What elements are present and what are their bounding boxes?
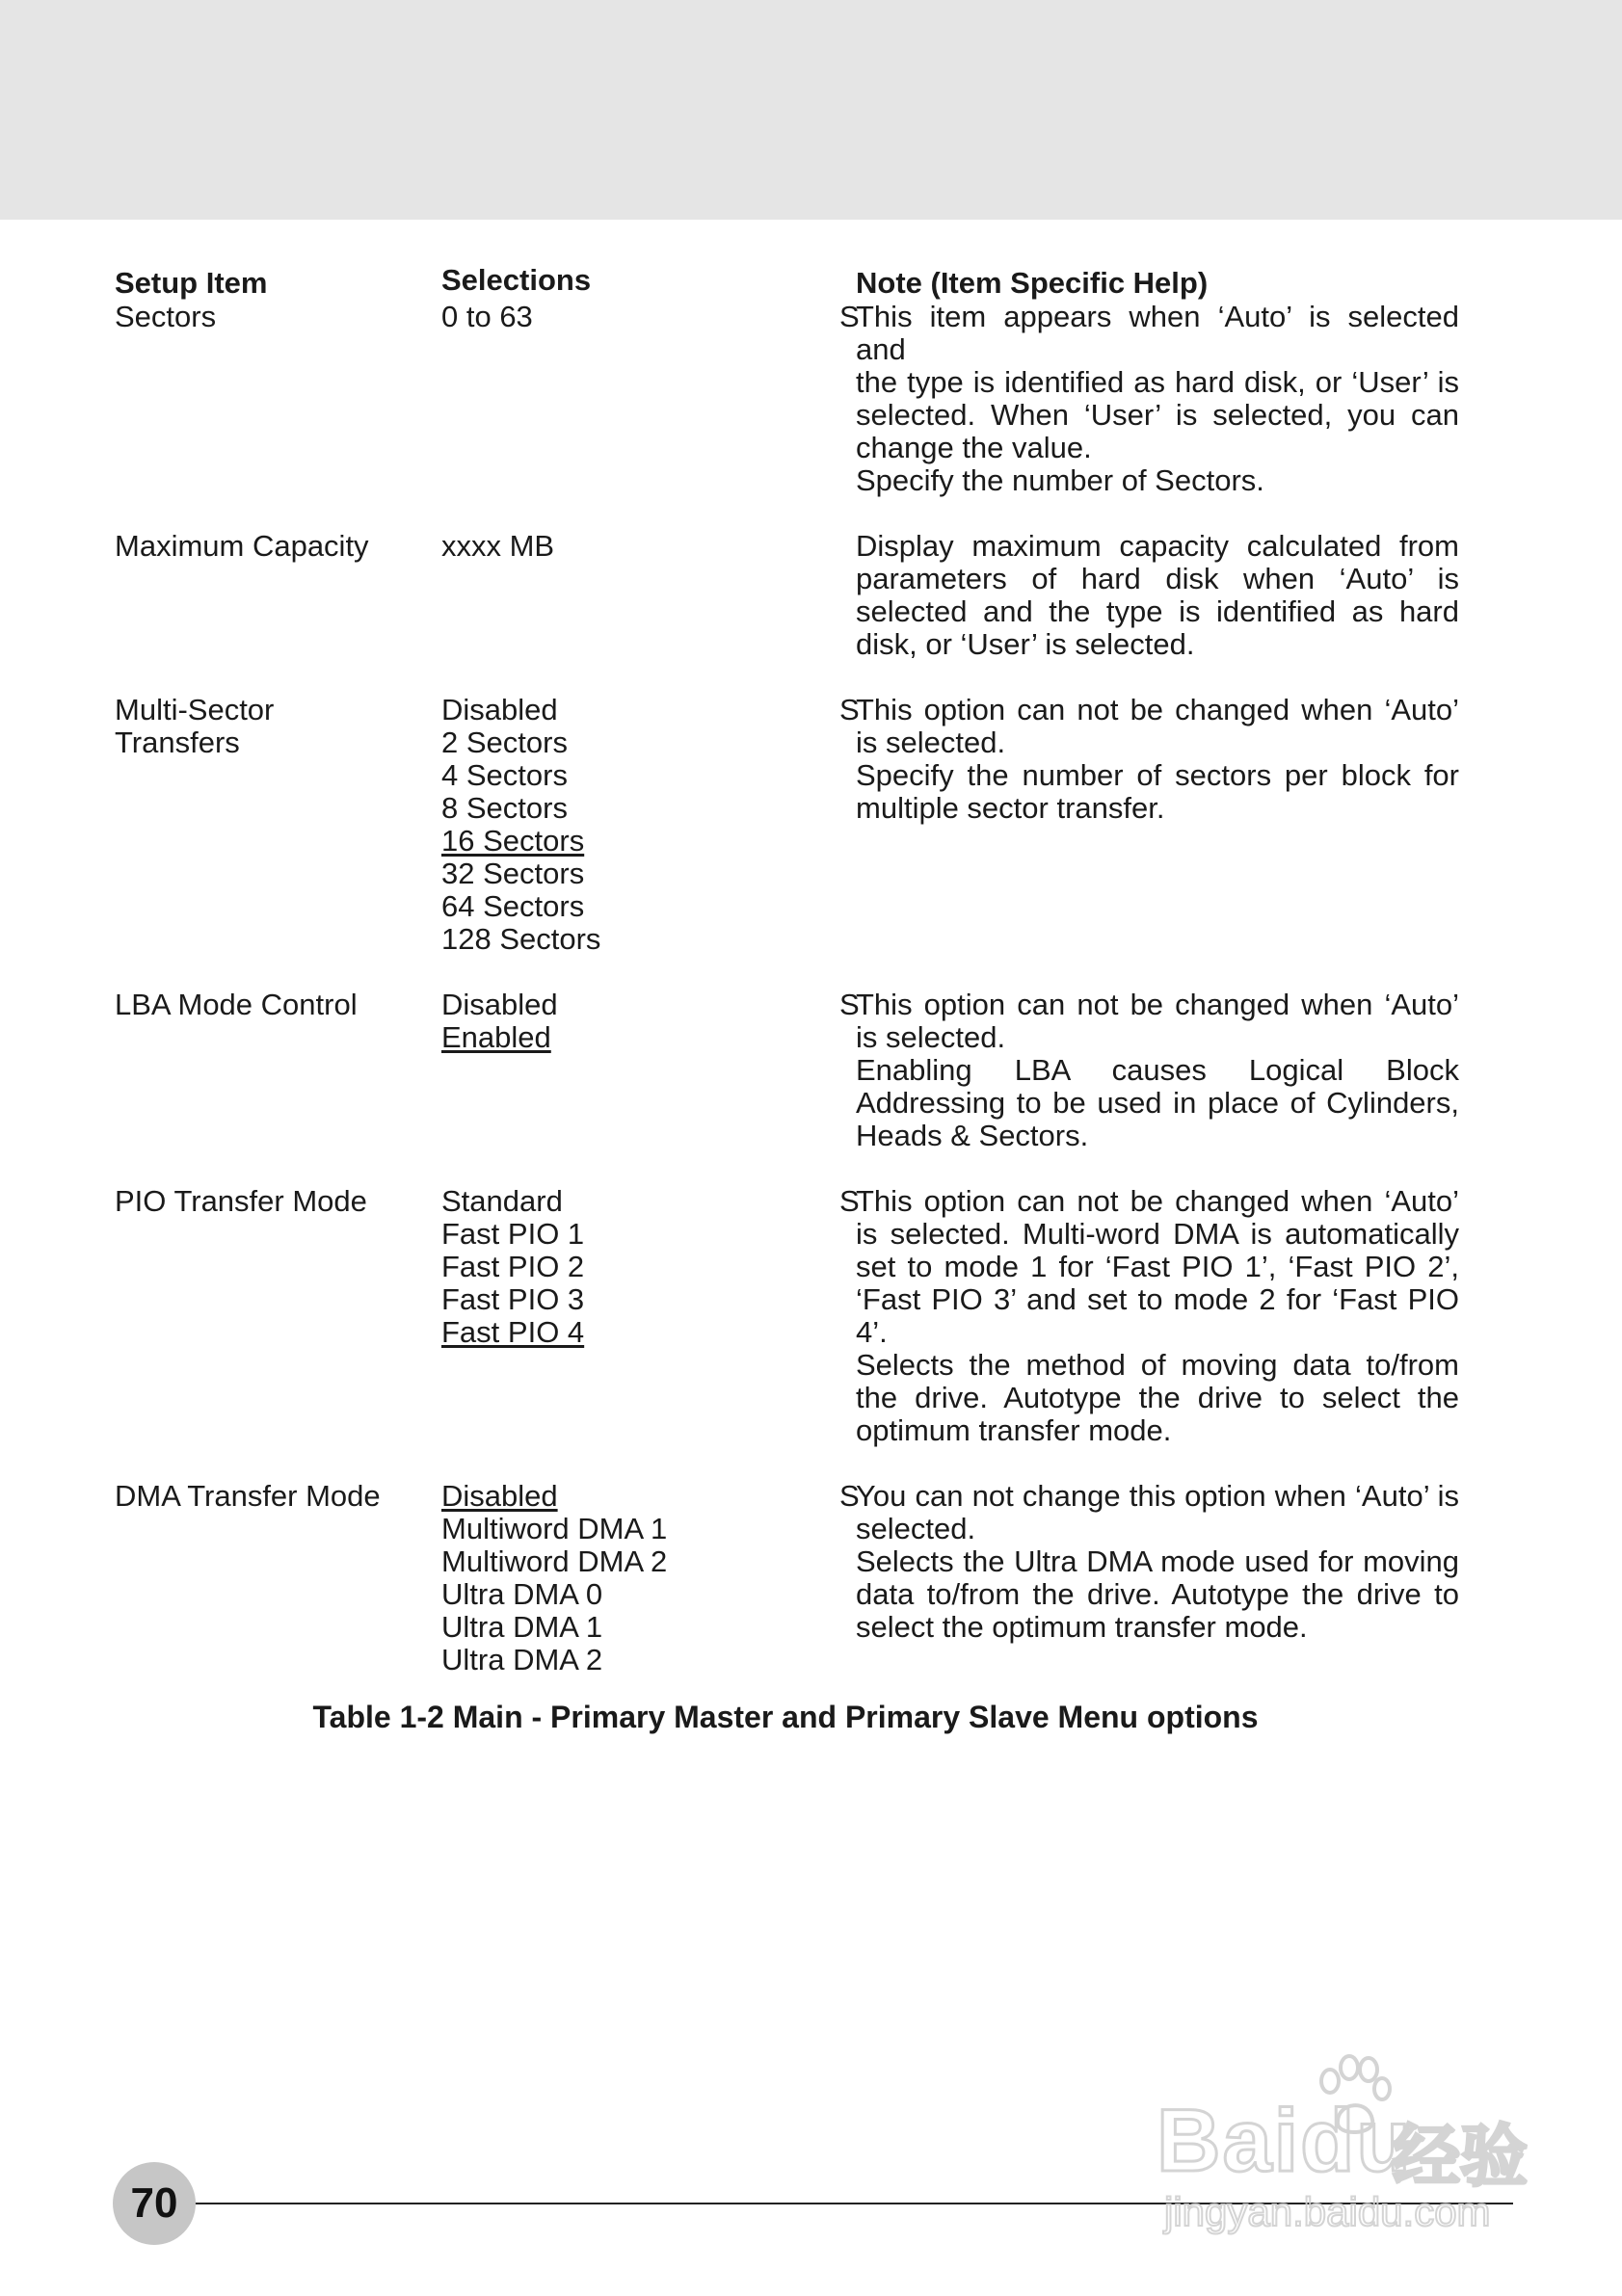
- flag-cell: S: [839, 988, 860, 1021]
- flag-cell: S: [839, 1184, 860, 1218]
- note-line: selected.: [856, 1512, 976, 1545]
- setup-item-label: Transfers: [115, 726, 240, 759]
- selections-cell: [441, 694, 789, 956]
- setup-item-label: Maximum Capacity: [115, 529, 369, 563]
- note-line: Display maximum capacity calculated from: [856, 529, 1459, 563]
- table-row: [115, 1185, 1459, 1447]
- note-line: This option can not be changed when ‘Auto’: [856, 988, 1459, 1021]
- note-line: the type is identified as hard disk, or ‘User’ is: [856, 365, 1459, 399]
- selection-option: Ultra DMA 1: [441, 1610, 603, 1644]
- note-line: is selected.: [856, 1020, 1006, 1054]
- setup-item-label: LBA Mode Control: [115, 988, 358, 1021]
- note-cell: [856, 1185, 1459, 1447]
- page-number: 70: [130, 2179, 178, 2227]
- note-line: Specify the number of Sectors.: [856, 463, 1264, 497]
- note-line: This option can not be changed when ‘Auto’: [856, 693, 1459, 726]
- note-line: Selects the method of moving data to/from: [856, 1348, 1459, 1382]
- table-caption: Table 1-2 Main - Primary Master and Primary Slave Menu options: [312, 1700, 1259, 1734]
- selection-option: Multiword DMA 2: [441, 1544, 668, 1578]
- note-cell: [856, 301, 1459, 497]
- note-line: This option can not be changed when ‘Auto’: [856, 1184, 1459, 1218]
- header-selections: Selections: [441, 263, 592, 297]
- note-line: the drive. Autotype the drive to select the: [856, 1381, 1459, 1414]
- selection-option: Multiword DMA 1: [441, 1512, 668, 1545]
- baidu-jingyan-watermark: [1147, 2052, 1532, 2245]
- note-line: disk, or ‘User’ is selected.: [856, 627, 1195, 661]
- note-line: 4’.: [856, 1315, 888, 1349]
- setup-item-cell: [115, 694, 441, 956]
- selection-option: Fast PIO 1: [441, 1217, 585, 1251]
- setup-item-cell: [115, 1480, 441, 1676]
- note-line: is selected. Multi-word DMA is automatically: [856, 1217, 1459, 1251]
- selections-cell: [441, 530, 789, 661]
- note-cell: [856, 530, 1459, 661]
- selection-option: 8 Sectors: [441, 791, 568, 825]
- menu-options-table: [115, 263, 1459, 1709]
- note-line: parameters of hard disk when ‘Auto’ is: [856, 562, 1459, 595]
- table-row: [115, 694, 1459, 956]
- note-line: You can not change this option when ‘Auto’ is: [856, 1479, 1459, 1513]
- table-row: [115, 989, 1459, 1152]
- page-number-badge: [113, 2162, 196, 2245]
- table-row: [115, 301, 1459, 497]
- selection-option-default: Fast PIO 4: [441, 1315, 585, 1349]
- note-cell: [856, 1480, 1459, 1676]
- note-line: Addressing to be used in place of Cylinders,: [856, 1086, 1459, 1120]
- header-flag: [789, 266, 856, 301]
- selection-option: Standard: [441, 1184, 563, 1218]
- header-setup-item: Setup Item: [115, 266, 268, 300]
- selection-option: 4 Sectors: [441, 758, 568, 792]
- flag-cell: S: [839, 693, 860, 726]
- flag-cell: S: [839, 1479, 860, 1513]
- selection-option-default: Disabled: [441, 1479, 558, 1513]
- table-row: [115, 1480, 1459, 1676]
- selection-option-default: Enabled: [441, 1020, 551, 1054]
- setup-item-label: PIO Transfer Mode: [115, 1184, 367, 1218]
- note-line: data to/from the drive. Autotype the drive to: [856, 1577, 1459, 1611]
- selection-option: Fast PIO 3: [441, 1282, 585, 1316]
- selections-cell: [441, 301, 789, 497]
- setup-item-cell: [115, 530, 441, 661]
- selections-cell: [441, 1185, 789, 1447]
- selection-option-default: 16 Sectors: [441, 824, 585, 858]
- selection-option: 128 Sectors: [441, 922, 601, 956]
- note-line: selected and the type is identified as hard: [856, 594, 1459, 628]
- setup-item-cell: [115, 989, 441, 1152]
- selection-option: Disabled: [441, 693, 558, 726]
- selection-option: Ultra DMA 2: [441, 1643, 603, 1676]
- note-line: selected. When ‘User’ is selected, you can: [856, 398, 1459, 432]
- note-line: Enabling LBA causes Logical Block: [856, 1053, 1459, 1087]
- selection-option: Ultra DMA 0: [441, 1577, 603, 1611]
- note-line: optimum transfer mode.: [856, 1413, 1172, 1447]
- setup-item-cell: [115, 1185, 441, 1447]
- selections-cell: [441, 1480, 789, 1676]
- note-cell: [856, 694, 1459, 956]
- note-line: is selected.: [856, 726, 1006, 759]
- page-header-band: [0, 0, 1622, 220]
- setup-item-cell: [115, 301, 441, 497]
- selection-option: 64 Sectors: [441, 889, 585, 923]
- selection-option: xxxx MB: [441, 529, 555, 563]
- watermark-brand: Baidu: [1157, 2092, 1413, 2190]
- table-header-row: [115, 263, 1459, 301]
- selection-option: 2 Sectors: [441, 726, 568, 759]
- note-line: Selects the Ultra DMA mode used for moving: [856, 1544, 1459, 1578]
- watermark-cn: 经验: [1393, 2119, 1528, 2194]
- header-note: Note (Item Specific Help): [856, 266, 1209, 300]
- flag-cell: S: [839, 300, 860, 333]
- note-cell: [856, 989, 1459, 1152]
- note-line: multiple sector transfer.: [856, 791, 1165, 825]
- note-line: This item appears when ‘Auto’ is selected and: [856, 300, 1459, 366]
- setup-item-label: Multi-Sector: [115, 693, 275, 726]
- table-row: [115, 530, 1459, 661]
- note-line: select the optimum transfer mode.: [856, 1610, 1308, 1644]
- setup-item-label: DMA Transfer Mode: [115, 1479, 381, 1513]
- flag-cell: [789, 530, 856, 661]
- selection-option: Disabled: [441, 988, 558, 1021]
- setup-item-label: Sectors: [115, 300, 217, 333]
- note-line: Specify the number of sectors per block for: [856, 758, 1459, 792]
- selection-option: 0 to 63: [441, 300, 533, 333]
- selection-option: 32 Sectors: [441, 857, 585, 890]
- table-body: [115, 301, 1459, 1676]
- note-line: set to mode 1 for ‘Fast PIO 1’, ‘Fast PIO 2’,: [856, 1250, 1459, 1283]
- note-line: ‘Fast PIO 3’ and set to mode 2 for ‘Fast PIO: [856, 1282, 1459, 1316]
- selections-cell: [441, 989, 789, 1152]
- watermark-url: jingyan.baidu.com: [1164, 2189, 1491, 2234]
- selection-option: Fast PIO 2: [441, 1250, 585, 1283]
- note-line: Heads & Sectors.: [856, 1119, 1089, 1152]
- note-line: change the value.: [856, 431, 1092, 464]
